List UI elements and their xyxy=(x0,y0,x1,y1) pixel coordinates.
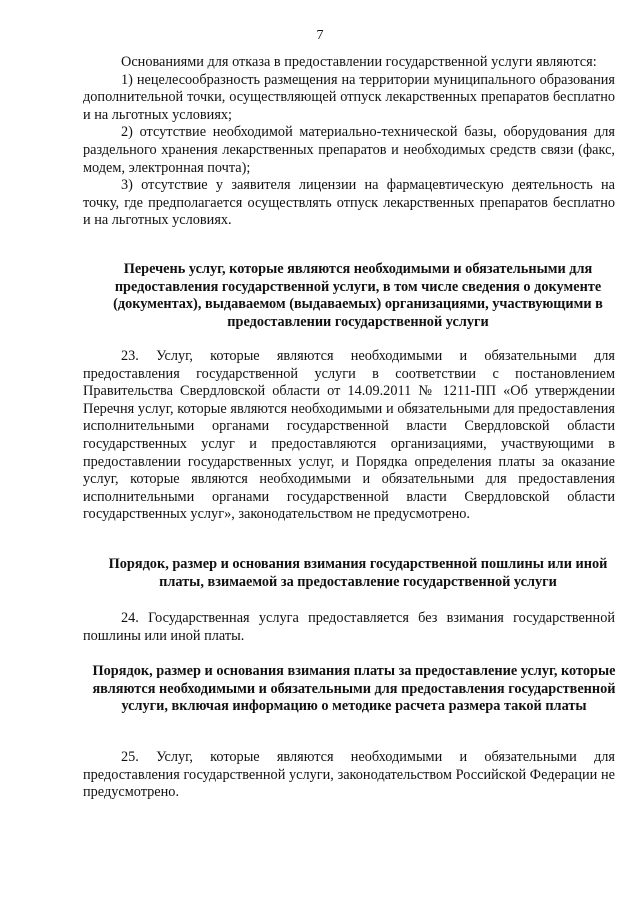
paragraph-25: 25. Услуг, которые являются необходимыми и обязательными для предоставления государственной услуги, законодательством Российской Федерации не предусмотрено. xyxy=(83,749,615,801)
section-heading-3: Порядок, размер и основания взимания платы за предоставление услуг, которые являются необходимыми и обязательными для предоставления государственной услуги, включая информацию о методике расчета размера такой платы xyxy=(92,663,616,715)
refusal-grounds xyxy=(83,54,615,230)
paragraph-24: 24. Государственная услуга предоставляется без взимания государственной пошлины или иной платы. xyxy=(83,610,615,644)
page-number: 7 xyxy=(316,28,324,43)
refusal-item-1: 1) нецелесообразность размещения на территории муниципального образования дополнительной точки, осуществляющей отпуск лекарственных препаратов бесплатно и на льготных условиях; xyxy=(83,71,615,123)
section-heading-1: Перечень услуг, которые являются необходимыми и обязательными для предоставления государственной услуги, в том числе сведения о документе (документах), выдаваемом (выдаваемых) организациями, участвующими в предоставлении государственной услуги xyxy=(113,261,603,330)
refusal-item-3: 3) отсутствие у заявителя лицензии на фармацевтическую деятельность на точку, где предполагается осуществлять отпуск лекарственных препаратов бесплатно и на льготных условиях. xyxy=(83,177,615,229)
refusal-intro: Основаниями для отказа в предоставлении государственной услуги являются: xyxy=(121,54,597,70)
section-heading-2: Порядок, размер и основания взимания государственной пошлины или иной платы, взимаемой за предоставление государственной услуги xyxy=(108,556,608,590)
paragraph-23: 23. Услуг, которые являются необходимыми и обязательными для предоставления государственной услуги в соответствии с постановлением Правительства Свердловской области от 14.09.2011 № 1211-ПП «Об утверждении Перечня услуг, которые являются необходимыми и обязательными для предоставления исполнительными органами государственной власти Свердловской области государственных услуг и предоставляются организациями, участвующими в предоставлении государственных услуг, и Порядка определения платы за оказание услуг, которые являются необходимыми и обязательными для предоставления исполнительными органами государственной власти Свердловской области государственных услуг», законодательством не предусмотрено. xyxy=(83,348,615,523)
refusal-item-2: 2) отсутствие необходимой материально-технической базы, оборудования для раздельного хранения лекарственных препаратов и необходимых средств связи (факс, модем, электронная почта); xyxy=(83,124,615,176)
